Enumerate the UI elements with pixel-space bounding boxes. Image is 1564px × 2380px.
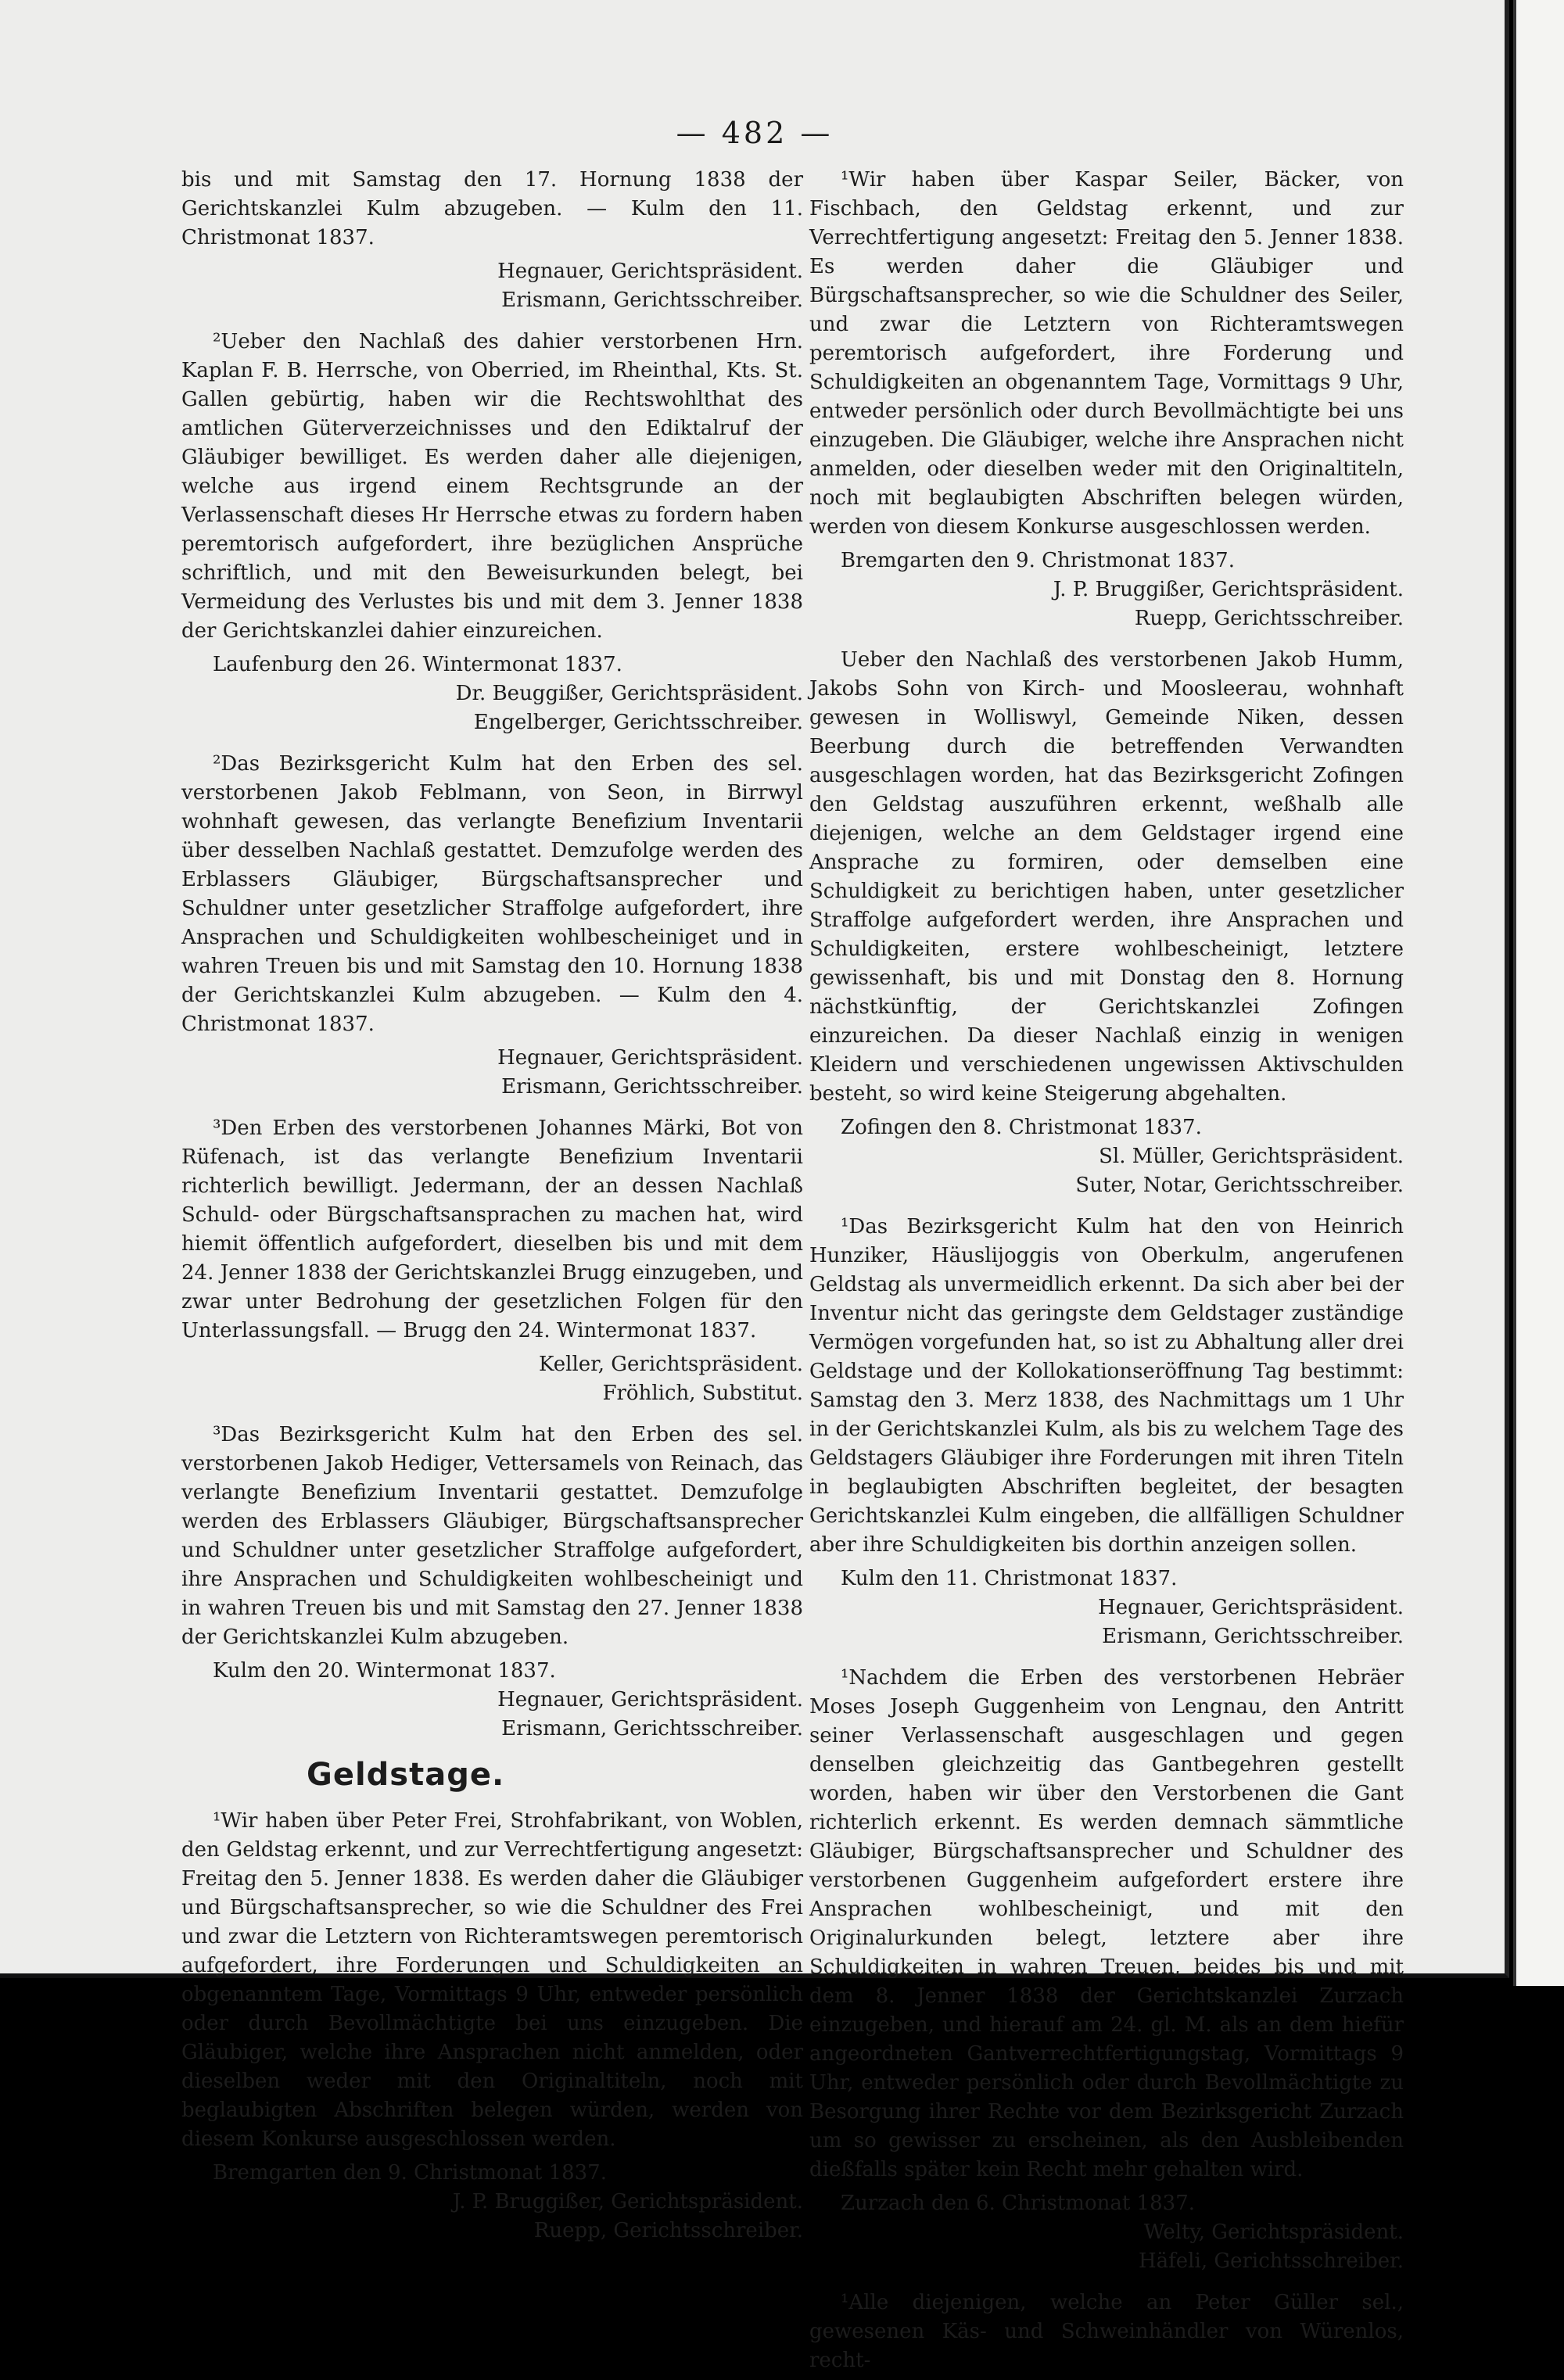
- notice-place-date: Bremgarten den 9. Christmonat 1837.: [213, 2161, 607, 2185]
- notice-paragraph: bis und mit Samstag den 17. Hornung 1838 der Gerichtskanzlei Kulm abzugeben. — Kulm den 11. Christmonat 1837.: [181, 168, 803, 249]
- signature: J. P. Bruggißer, Gerichtspräsident.: [452, 2190, 803, 2213]
- signature: Keller, Gerichtspräsident.: [539, 1353, 803, 1376]
- signature: Ruepp, Gerichtsschreiber.: [533, 2219, 803, 2242]
- signature: Hegnauer, Gerichtspräsident.: [497, 1046, 803, 1070]
- notice-paragraph: ¹Alle diejenigen, welche an Peter Güller sel., gewesenen Käs- und Schweinhändler von Würenlos, recht-: [809, 2291, 1404, 2372]
- signature: Fröhlich, Substitut.: [602, 1382, 803, 1405]
- signature: Ruepp, Gerichtsschreiber.: [1134, 607, 1404, 630]
- signature: Häfeli, Gerichtsschreiber.: [1139, 2249, 1404, 2273]
- notice-place-date: Zurzach den 6. Christmonat 1837.: [841, 2192, 1195, 2215]
- signature: Sl. Müller, Gerichtspräsident.: [1099, 1145, 1404, 1168]
- signature: Hegnauer, Gerichtspräsident.: [1098, 1596, 1404, 1619]
- left-column: [181, 166, 803, 2246]
- signature: Hegnauer, Gerichtspräsident.: [497, 260, 803, 283]
- notice-paragraph: ³Den Erben des verstorbenen Johannes Märki, Bot von Rüfenach, ist das verlangte Benefizium Inventarii richterlich bewilligt. Jedermann, der an dessen Nachlaß Schuld- oder Bürgschaftsansprachen zu machen hat, wird hiemit öffentlich aufgefordert, dieselben bis und mit dem 24. Jenner 1838 der Gerichtskanzlei Brugg einzugeben, und zwar unter Bedrohung der gesetzlichen Folgen für den Unterlassungsfall. — Brugg den 24. Wintermonat 1837.: [181, 1117, 803, 1342]
- signature: Hegnauer, Gerichtspräsident.: [497, 1688, 803, 1712]
- page-edge: [1513, 0, 1564, 1986]
- notice-paragraph: ¹Nachdem die Erben des verstorbenen Hebräer Moses Joseph Guggenheim von Lengnau, den Antritt seiner Verlassenschaft ausgeschlagen und gegen denselben gleichzeitig das Gantbegehren gestellt worden, haben wir über den Verstorbenen die Gant richterlich erkennt. Es werden demnach sämmtliche Gläubiger, Bürgschaftsansprecher und Schuldner des verstorbenen Guggenheim aufgefordert erstere ihre Ansprachen wohlbescheinigt, und mit den Originalurkunden belegt, letztere aber ihre Schuldigkeiten in wahren Treuen, beides bis und mit dem 8. Jenner 1838 der Gerichtskanzlei Zurzach einzugeben, und hierauf am 24. gl. M. als an dem hiefür angeordneten Gantverrechtfertigungstag, Vormittags 9 Uhr, entweder persönlich oder durch Bevollmächtigte zu Besorgung ihrer Rechte vor dem Bezirksgericht Zurzach um so gewisser zu erscheinen, als den Ausbleibenden dießfalls später kein Recht mehr gehalten wird.: [809, 1666, 1404, 2181]
- notice-paragraph: ³Das Bezirksgericht Kulm hat den Erben des sel. verstorbenen Jakob Hediger, Vettersamels von Reinach, das verlangte Benefizium Inventarii gestattet. Demzufolge werden des Erblassers Gläubiger, Bürgschaftsansprecher und Schuldner unter gesetzlicher Straffolge aufgefordert, ihre Ansprachen und Schuldigkeiten wohlbescheinigt und in wahren Treuen bis und mit Samstag den 27. Jenner 1838 der Gerichtskanzlei Kulm abzugeben.: [181, 1423, 803, 1649]
- notice-paragraph: ¹Wir haben über Peter Frei, Strohfabrikant, von Woblen, den Geldstag erkennt, und zur Verrechtfertigung angesetzt: Freitag den 5. Jenner 1838. Es werden daher die Gläubiger und Bürgschaftsansprecher, so wie die Schuldner des Frei und zwar die Letztern von Richteramtswegen peremtorisch aufgefordert, ihre Forderungen und Schuldigkeiten an obgenanntem Tage, Vormittags 9 Uhr, entweder persönlich oder durch Bevollmächtigte bei uns einzugeben. Die Gläubiger, welche ihre Ansprachen nicht anmelden, oder dieselben weder mit den Originaltiteln, noch mit beglaubigten Abschriften belegen würden, werden von diesem Konkurse ausgeschlossen werden.: [181, 1809, 803, 2151]
- page-number: — 482 —: [676, 116, 834, 150]
- notice-paragraph: ¹Wir haben über Kaspar Seiler, Bäcker, von Fischbach, den Geldstag erkennt, und zur Verrechtfertigung angesetzt: Freitag den 5. Jenner 1838. Es werden daher die Gläubiger und Bürgschaftsansprecher, so wie die Schuldner des Seiler, und zwar die Letztern von Richteramtswegen peremtorisch aufgefordert, ihre Forderung und Schuldigkeiten an obgenanntem Tage, Vormittags 9 Uhr, entweder persönlich oder durch Bevollmächtigte bei uns einzugeben. Die Gläubiger, welche ihre Ansprachen nicht anmelden, oder dieselben weder mit den Originaltiteln, noch mit beglaubigten Abschriften belegen würden, werden von diesem Konkurse ausgeschlossen werden.: [809, 168, 1404, 539]
- notice-place-date: Kulm den 11. Christmonat 1837.: [841, 1567, 1178, 1590]
- notice-place-date: Zofingen den 8. Christmonat 1837.: [841, 1116, 1202, 1139]
- signature: J. P. Bruggißer, Gerichtspräsident.: [1053, 578, 1404, 601]
- right-column: [809, 166, 1404, 2380]
- notice-paragraph: ²Das Bezirksgericht Kulm hat den Erben des sel. verstorbenen Jakob Feblmann, von Seon, in Birrwyl wohnhaft gewesen, das verlangte Benefizium Inventarii über desselben Nachlaß gestattet. Demzufolge werden des Erblassers Gläubiger, Bürgschaftsansprecher und Schuldner unter gesetzlicher Straffolge aufgefordert, ihre Ansprachen und Schuldigkeiten wohlbescheiniget und in wahren Treuen bis und mit Samstag den 10. Hornung 1838 der Gerichtskanzlei Kulm abzugeben. — Kulm den 4. Christmonat 1837.: [181, 752, 803, 1036]
- signature: Dr. Beuggißer, Gerichtspräsident.: [455, 682, 803, 705]
- signature: Suter, Notar, Gerichtsschreiber.: [1075, 1174, 1404, 1197]
- signature: Erismann, Gerichtsschreiber.: [501, 1717, 803, 1740]
- notice-paragraph: Ueber den Nachlaß des verstorbenen Jakob Humm, Jakobs Sohn von Kirch- und Moosleerau, wohnhaft gewesen in Wolliswyl, Gemeinde Niken, dessen Beerbung durch die betreffenden Verwandten ausgeschlagen worden, hat das Bezirksgericht Zofingen den Geldstag auszuführen erkennt, weßhalb alle diejenigen, welche an dem Geldstager irgend eine Ansprache zu formiren, oder demselben eine Schuldigkeit zu berichtigen haben, unter gesetzlicher Straffolge aufgefordert werden, ihre Ansprachen und Schuldigkeiten, erstere wohlbescheinigt, letztere gewissenhaft, bis und mit Donstag den 8. Hornung nächstkünftig, der Gerichtskanzlei Zofingen einzureichen. Da dieser Nachlaß einzig in wenigen Kleidern und verschiedenen ungewissen Aktivschulden besteht, so wird keine Steigerung abgehalten.: [809, 648, 1404, 1106]
- signature: Erismann, Gerichtsschreiber.: [501, 1075, 803, 1099]
- notice-place-date: Laufenburg den 26. Wintermonat 1837.: [213, 653, 622, 676]
- notice-place-date: Kulm den 20. Wintermonat 1837.: [213, 1659, 556, 1683]
- section-title: Geldstage.: [307, 1757, 505, 1793]
- signature: Welty, Gerichtspräsident.: [1143, 2220, 1404, 2244]
- notice-paragraph: ¹Das Bezirksgericht Kulm hat den von Heinrich Hunziker, Häuslijoggis von Oberkulm, angerufenen Geldstag als unvermeidlich erkennt. Da sich aber bei der Inventur nicht das geringste dem Geldstager zuständige Vermögen vorgefunden hat, so ist zu Abhaltung aller drei Geldstage und der Kollokationseröffnung Tag bestimmt: Samstag den 3. Merz 1838, des Nachmittags um 1 Uhr in der Gerichtskanzlei Kulm, als bis zu welchem Tage des Geldstagers Gläubiger ihre Forderungen mit ihren Titeln in beglaubigten Abschriften begleitet, der besagten Gerichtskanzlei Kulm eingeben, die allfälligen Schuldner aber ihre Schuldigkeiten bis dorthin anzeigen sollen.: [809, 1215, 1404, 1557]
- signature: Erismann, Gerichtsschreiber.: [1102, 1625, 1404, 1648]
- signature: Engelberger, Gerichtsschreiber.: [473, 711, 803, 734]
- notice-paragraph: ²Ueber den Nachlaß des dahier verstorbenen Hrn. Kaplan F. B. Herrsche, von Oberried, im Rheinthal, Kts. St. Gallen gebürtig, haben wir die Rechtswohlthat des amtlichen Güterverzeichnisses und den Ediktalruf der Gläubiger bewilliget. Es werden daher alle diejenigen, welche aus irgend einem Rechtsgrunde an der Verlassenschaft dieses Hr Herrsche etwas zu fordern haben peremtorisch aufgefordert, ihre bezüglichen Ansprüche schriftlich, und mit den Beweisurkunden belegt, bei Vermeidung des Verlustes bis und mit dem 3. Jenner 1838 der Gerichtskanzlei dahier einzureichen.: [181, 330, 803, 643]
- notice-place-date: Bremgarten den 9. Christmonat 1837.: [841, 549, 1235, 572]
- signature: Erismann, Gerichtsschreiber.: [501, 289, 803, 312]
